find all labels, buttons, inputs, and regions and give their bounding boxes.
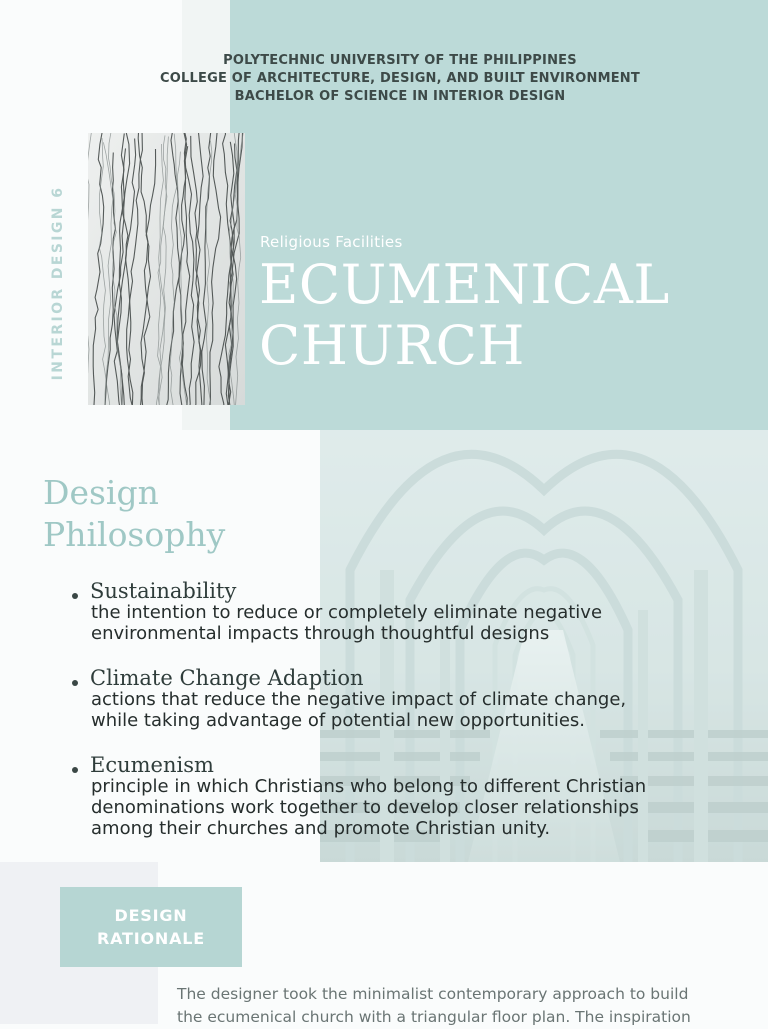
program-name: BACHELOR OF SCIENCE IN INTERIOR DESIGN (234, 89, 566, 104)
item-description-line: among their churches and promote Christian unity. (91, 818, 551, 839)
item-description-line: actions that reduce the negative impact of climate change, (91, 689, 627, 710)
philosophy-heading-line-1: Design (43, 473, 159, 512)
item-description (91, 776, 646, 839)
item-description (91, 689, 626, 731)
title-line-2: CHURCH (259, 314, 525, 377)
rationale-label-box (60, 887, 242, 967)
bullet-icon (72, 767, 78, 773)
college-name: COLLEGE OF ARCHITECTURE, DESIGN, AND BUILT ENVIRONMENT (160, 71, 640, 86)
item-description-line: principle in which Christians who belong to different Christian (91, 776, 647, 797)
subtitle: Religious Facilities (260, 233, 403, 251)
item-description-line: environmental impacts through thoughtful designs (91, 623, 550, 644)
item-title: Ecumenism (90, 753, 214, 777)
rationale-body-line: The designer took the minimalist contemporary approach to build (177, 985, 689, 1003)
rationale-label-line: DESIGN (114, 906, 188, 925)
institution-header (100, 52, 700, 106)
philosophy-heading-line-2: Philosophy (43, 515, 226, 554)
item-title: Sustainability (90, 579, 237, 603)
bullet-icon (72, 593, 78, 599)
rationale-label (97, 904, 205, 950)
title-line-1: ECUMENICAL (259, 253, 670, 316)
item-description-line: the intention to reduce or completely eliminate negative (91, 602, 603, 623)
page-title (259, 254, 670, 376)
course-vertical-label: INTERIOR DESIGN 6 (50, 185, 66, 381)
bullet-icon (72, 680, 78, 686)
item-description-line: while taking advantage of potential new opportunities. (91, 710, 586, 731)
rationale-label-line: RATIONALE (96, 929, 206, 948)
item-description-line: denominations work together to develop closer relationships (91, 797, 639, 818)
philosophy-heading (43, 472, 225, 556)
item-description (91, 602, 602, 644)
texture-image (88, 133, 245, 405)
university-name: POLYTECHNIC UNIVERSITY OF THE PHILIPPINES (223, 53, 577, 68)
rationale-body-line: the ecumenical church with a triangular floor plan. The inspiration (177, 1008, 691, 1026)
rationale-body-text (177, 983, 737, 1029)
item-title: Climate Change Adaption (90, 666, 364, 690)
